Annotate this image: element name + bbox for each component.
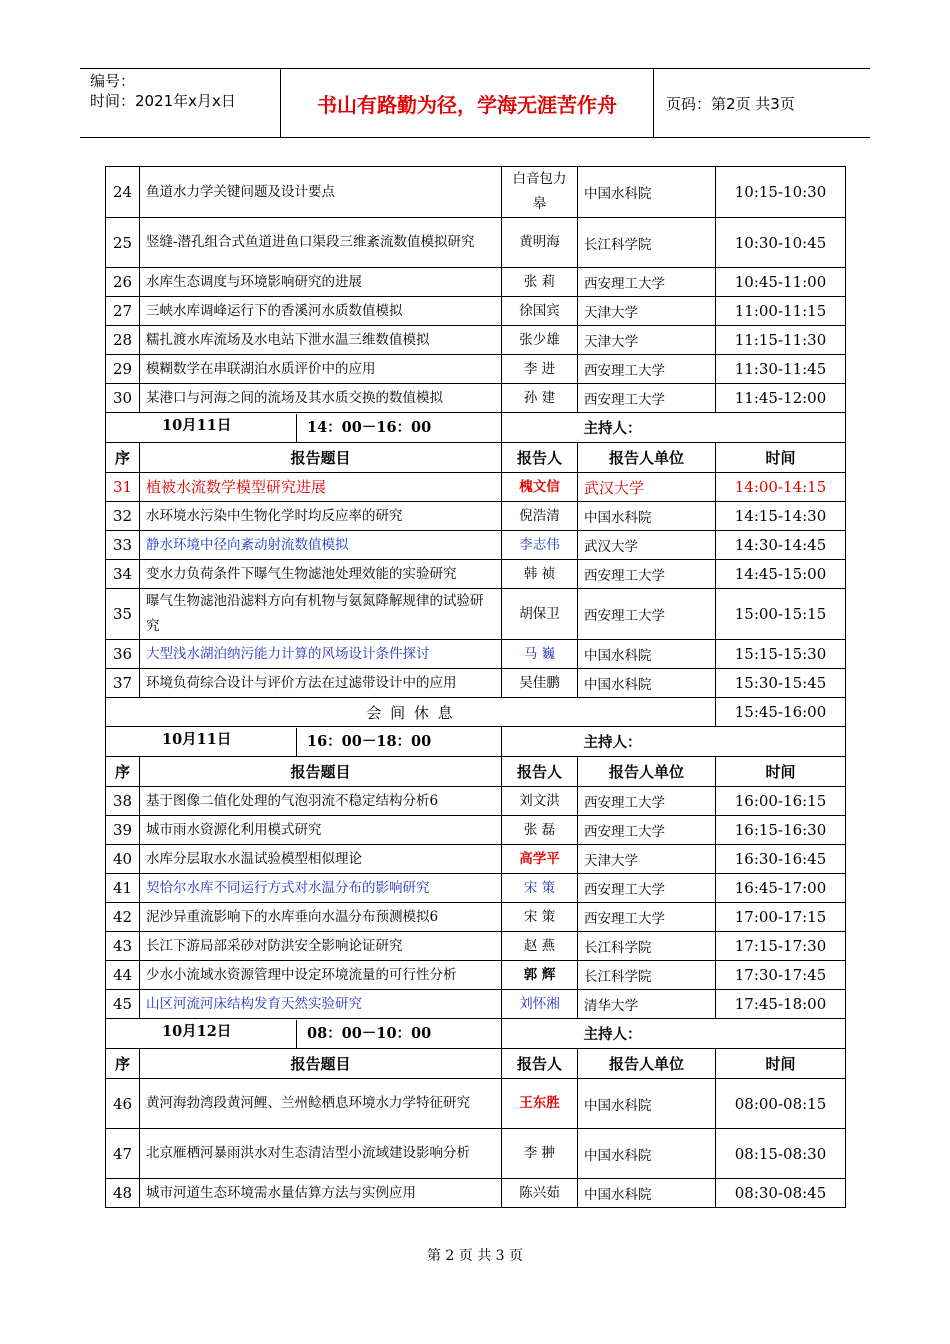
report-title: 契恰尔水库不同运行方式对水温分布的影响研究	[140, 874, 502, 903]
speaker: 刘文洪	[502, 787, 578, 816]
session-time: 16：00－18：00	[296, 728, 501, 756]
session-header	[106, 1019, 846, 1049]
speaker-unit: 中国水科院	[578, 640, 716, 669]
table-row	[106, 589, 846, 640]
col-unit: 报告人单位	[578, 443, 716, 473]
table-row	[106, 903, 846, 932]
time-slot: 14:45-15:00	[716, 560, 846, 589]
row-number: 26	[106, 268, 140, 297]
speaker-unit: 西安理工大学	[578, 589, 716, 640]
row-number: 24	[106, 167, 140, 218]
report-title: 大型浅水湖泊纳污能力计算的风场设计条件探讨	[140, 640, 502, 669]
speaker-unit: 西安理工大学	[578, 903, 716, 932]
row-number: 42	[106, 903, 140, 932]
report-title: 黄河海勃湾段黄河鲤、兰州鲶栖息环境水力学特征研究	[140, 1079, 502, 1129]
col-title: 报告题目	[140, 757, 502, 787]
table-row	[106, 297, 846, 326]
speaker: 李 翀	[502, 1129, 578, 1179]
report-title: 水环境水污染中生物化学时均反应率的研究	[140, 502, 502, 531]
time-slot: 14:00-14:15	[716, 473, 846, 502]
page-footer: 第 2 页 共 3 页	[426, 1248, 524, 1264]
row-number: 31	[106, 473, 140, 502]
speaker-unit: 中国水科院	[578, 502, 716, 531]
col-title: 报告题目	[140, 443, 502, 473]
time-slot: 15:15-15:30	[716, 640, 846, 669]
date-label: 时间：2021年x月x日	[90, 92, 236, 110]
speaker-unit: 长江科学院	[578, 218, 716, 268]
report-title: 山区河流河床结构发育天然实验研究	[140, 990, 502, 1019]
row-number: 44	[106, 961, 140, 990]
speaker: 宋 策	[502, 903, 578, 932]
report-title: 泥沙异重流影响下的水库垂向水温分布预测模拟6	[140, 903, 502, 932]
speaker: 李 进	[502, 355, 578, 384]
table-row	[106, 326, 846, 355]
report-title: 静水环境中径向紊动射流数值模拟	[140, 531, 502, 560]
col-speaker: 报告人	[502, 443, 578, 473]
speaker-unit: 武汉大学	[578, 473, 716, 502]
table-row	[106, 874, 846, 903]
speaker-unit: 西安理工大学	[578, 787, 716, 816]
row-number: 28	[106, 326, 140, 355]
col-time: 时间	[716, 1049, 846, 1079]
time-slot: 08:00-08:15	[716, 1079, 846, 1129]
col-unit: 报告人单位	[578, 1049, 716, 1079]
col-time: 时间	[716, 443, 846, 473]
table-row	[106, 787, 846, 816]
col-speaker: 报告人	[502, 1049, 578, 1079]
schedule-table	[105, 166, 846, 1208]
speaker-unit: 西安理工大学	[578, 268, 716, 297]
speaker-unit: 西安理工大学	[578, 816, 716, 845]
time-slot: 16:30-16:45	[716, 845, 846, 874]
report-title: 少水小流域水资源管理中设定环境流量的可行性分析	[140, 961, 502, 990]
time-slot: 08:15-08:30	[716, 1129, 846, 1179]
report-title: 模糊数学在串联湖泊水质评价中的应用	[140, 355, 502, 384]
row-number: 38	[106, 787, 140, 816]
report-title: 环境负荷综合设计与评价方法在过滤带设计中的应用	[140, 669, 502, 698]
time-slot: 15:30-15:45	[716, 669, 846, 698]
time-slot: 11:30-11:45	[716, 355, 846, 384]
table-row	[106, 669, 846, 698]
session-header	[106, 413, 846, 443]
speaker: 宋 策	[502, 874, 578, 903]
speaker: 高学平	[502, 845, 578, 874]
report-title: 城市雨水资源化利用模式研究	[140, 816, 502, 845]
table-row	[106, 531, 846, 560]
time-slot: 17:00-17:15	[716, 903, 846, 932]
speaker-unit: 西安理工大学	[578, 355, 716, 384]
speaker-unit: 中国水科院	[578, 669, 716, 698]
col-time: 时间	[716, 757, 846, 787]
table-row	[106, 845, 846, 874]
speaker-unit: 清华大学	[578, 990, 716, 1019]
session-date: 10月11日	[162, 416, 232, 434]
time-slot: 14:15-14:30	[716, 502, 846, 531]
table-row	[106, 1129, 846, 1179]
header-page-info: 页码：第2页 共3页	[666, 94, 795, 113]
speaker-unit: 中国水科院	[578, 1129, 716, 1179]
time-slot: 08:30-08:45	[716, 1179, 846, 1208]
speaker-unit: 武汉大学	[578, 531, 716, 560]
col-no: 序	[106, 443, 140, 473]
table-row	[106, 961, 846, 990]
row-number: 43	[106, 932, 140, 961]
table-row	[106, 560, 846, 589]
table-row	[106, 816, 846, 845]
speaker: 张 磊	[502, 816, 578, 845]
row-number: 32	[106, 502, 140, 531]
speaker-unit: 中国水科院	[578, 1179, 716, 1208]
speaker: 胡保卫	[502, 589, 578, 640]
row-number: 41	[106, 874, 140, 903]
table-row	[106, 473, 846, 502]
session-time: 08：00－10：00	[296, 1020, 501, 1048]
row-number: 37	[106, 669, 140, 698]
col-speaker: 报告人	[502, 757, 578, 787]
report-title: 水库分层取水水温试验模型相似理论	[140, 845, 502, 874]
speaker: 黄明海	[502, 218, 578, 268]
col-no: 序	[106, 1049, 140, 1079]
header-meta	[80, 69, 280, 137]
col-title: 报告题目	[140, 1049, 502, 1079]
speaker-unit: 长江科学院	[578, 961, 716, 990]
break-time: 15:45-16:00	[716, 698, 846, 727]
col-no: 序	[106, 757, 140, 787]
row-number: 39	[106, 816, 140, 845]
report-title: 城市河道生态环境需水量估算方法与实例应用	[140, 1179, 502, 1208]
report-title: 变水力负荷条件下曝气生物滤池处理效能的实验研究	[140, 560, 502, 589]
speaker: 韩 祯	[502, 560, 578, 589]
time-slot: 10:45-11:00	[716, 268, 846, 297]
page-header	[80, 68, 870, 138]
table-row	[106, 1079, 846, 1129]
time-slot: 17:15-17:30	[716, 932, 846, 961]
row-number: 45	[106, 990, 140, 1019]
speaker-unit: 中国水科院	[578, 1079, 716, 1129]
row-number: 47	[106, 1129, 140, 1179]
table-row	[106, 355, 846, 384]
speaker: 徐国宾	[502, 297, 578, 326]
table-row	[106, 932, 846, 961]
column-header-row	[106, 443, 846, 473]
report-title: 竖缝-潜孔组合式鱼道进鱼口渠段三维紊流数值模拟研究	[140, 218, 502, 268]
table-row	[106, 1179, 846, 1208]
speaker: 陈兴茹	[502, 1179, 578, 1208]
row-number: 48	[106, 1179, 140, 1208]
speaker: 吴佳鹏	[502, 669, 578, 698]
time-slot: 15:00-15:15	[716, 589, 846, 640]
speaker: 马 巍	[502, 640, 578, 669]
session-header	[106, 727, 846, 757]
column-header-row	[106, 1049, 846, 1079]
time-slot: 16:45-17:00	[716, 874, 846, 903]
row-number: 46	[106, 1079, 140, 1129]
row-number: 36	[106, 640, 140, 669]
row-number: 30	[106, 384, 140, 413]
speaker: 赵 燕	[502, 932, 578, 961]
table-row	[106, 640, 846, 669]
session-host: 主持人：	[578, 727, 846, 757]
report-title: 植被水流数学模型研究进展	[140, 473, 502, 502]
speaker: 倪浩清	[502, 502, 578, 531]
report-title: 基于图像二值化处理的气泡羽流不稳定结构分析6	[140, 787, 502, 816]
report-title: 水库生态调度与环境影响研究的进展	[140, 268, 502, 297]
header-motto: 书山有路勤为径，学海无涯苦作舟	[280, 69, 654, 137]
time-slot: 17:45-18:00	[716, 990, 846, 1019]
time-slot: 14:30-14:45	[716, 531, 846, 560]
speaker: 槐文信	[502, 473, 578, 502]
speaker-unit: 西安理工大学	[578, 874, 716, 903]
time-slot: 11:45-12:00	[716, 384, 846, 413]
time-slot: 11:00-11:15	[716, 297, 846, 326]
speaker-unit: 天津大学	[578, 326, 716, 355]
report-title: 糯扎渡水库流场及水电站下泄水温三维数值模拟	[140, 326, 502, 355]
serial-label: 编号：	[90, 72, 136, 90]
col-unit: 报告人单位	[578, 757, 716, 787]
time-slot: 16:00-16:15	[716, 787, 846, 816]
speaker: 张少雄	[502, 326, 578, 355]
speaker: 王东胜	[502, 1079, 578, 1129]
report-title: 曝气生物滤池沿滤料方向有机物与氨氮降解规律的试验研究	[140, 589, 502, 640]
break-row	[106, 698, 846, 727]
time-slot: 16:15-16:30	[716, 816, 846, 845]
speaker: 李志伟	[502, 531, 578, 560]
speaker: 刘怀湘	[502, 990, 578, 1019]
session-host: 主持人：	[578, 413, 846, 443]
row-number: 29	[106, 355, 140, 384]
report-title: 某港口与河海之间的流场及其水质交换的数值模拟	[140, 384, 502, 413]
speaker-unit: 天津大学	[578, 845, 716, 874]
row-number: 33	[106, 531, 140, 560]
speaker-unit: 长江科学院	[578, 932, 716, 961]
table-row	[106, 218, 846, 268]
session-host: 主持人：	[578, 1019, 846, 1049]
speaker-unit: 天津大学	[578, 297, 716, 326]
session-date: 10月12日	[162, 1022, 232, 1040]
time-slot: 10:15-10:30	[716, 167, 846, 218]
row-number: 35	[106, 589, 140, 640]
table-row	[106, 167, 846, 218]
table-row	[106, 502, 846, 531]
speaker: 孙 建	[502, 384, 578, 413]
table-row	[106, 990, 846, 1019]
speaker-unit: 西安理工大学	[578, 560, 716, 589]
time-slot: 17:30-17:45	[716, 961, 846, 990]
session-date: 10月11日	[162, 730, 232, 748]
speaker-unit: 中国水科院	[578, 167, 716, 218]
session-time: 14：00－16：00	[296, 414, 501, 442]
speaker-unit: 西安理工大学	[578, 384, 716, 413]
row-number: 25	[106, 218, 140, 268]
table-row	[106, 268, 846, 297]
speaker: 郭 辉	[502, 961, 578, 990]
row-number: 27	[106, 297, 140, 326]
speaker: 张 莉	[502, 268, 578, 297]
time-slot: 11:15-11:30	[716, 326, 846, 355]
row-number: 40	[106, 845, 140, 874]
time-slot: 10:30-10:45	[716, 218, 846, 268]
report-title: 北京雁栖河暴雨洪水对生态清洁型小流域建设影响分析	[140, 1129, 502, 1179]
report-title: 鱼道水力学关键问题及设计要点	[140, 167, 502, 218]
column-header-row	[106, 757, 846, 787]
report-title: 长江下游局部采砂对防洪安全影响论证研究	[140, 932, 502, 961]
table-row	[106, 384, 846, 413]
break-label: 会 间 休 息	[106, 698, 716, 727]
report-title: 三峡水库调峰运行下的香溪河水质数值模拟	[140, 297, 502, 326]
row-number: 34	[106, 560, 140, 589]
speaker: 白音包力皋	[502, 167, 578, 218]
